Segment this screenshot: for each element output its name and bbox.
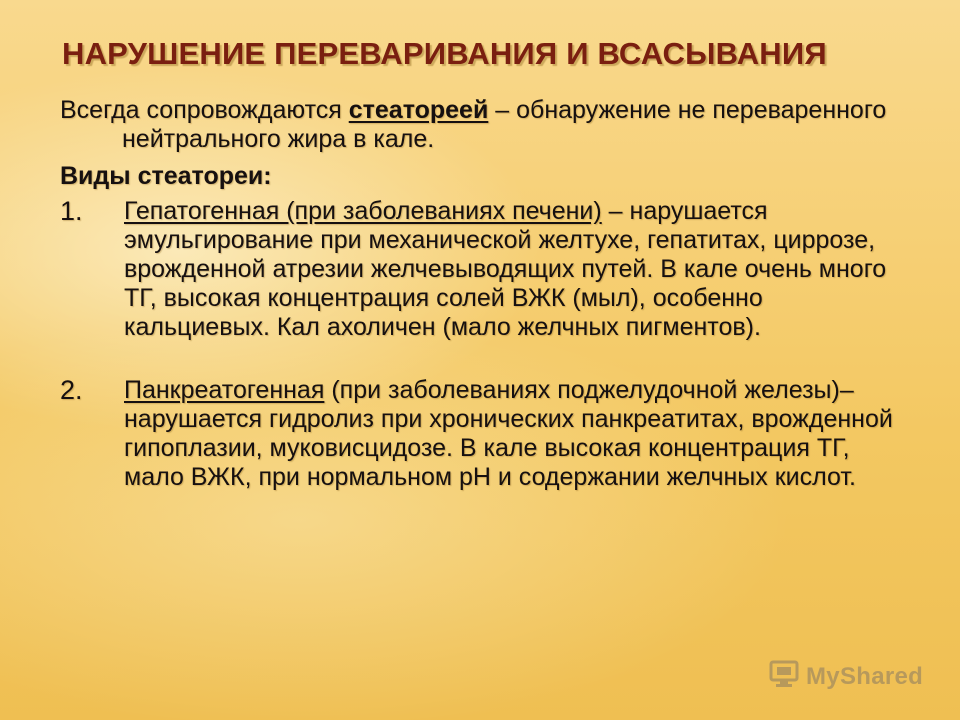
intro-term: стеатореей	[348, 96, 489, 124]
watermark-logo	[768, 658, 923, 695]
list-item	[60, 376, 900, 492]
intro-text-before: Всегда сопровождаются	[60, 96, 349, 124]
list-item-number: 1.	[60, 196, 83, 226]
list-item	[60, 197, 900, 342]
list-item-text: – нарушается эмульгирование при механической желтухе, гепатитах, циррозе, врожденной атрезии желчевыводящих путей. В кале очень много ТГ, высокая концентрация солей ВЖК (мыл), особенно кальциевых. Кал ахоличен (мало желчных пигментов).	[124, 197, 887, 341]
intro-paragraph	[60, 96, 900, 154]
intro-text-after: – обнаружение не переваренного нейтрального жира в кале.	[122, 96, 887, 153]
slide-content	[60, 96, 900, 492]
watermark-text: MyShared	[806, 662, 924, 690]
list-item-number: 2.	[60, 375, 83, 405]
slide-title: НАРУШЕНИЕ ПЕРЕВАРИВАНИЯ И ВСАСЫВАНИЯ	[62, 36, 827, 71]
list-item-term: Панкреатогенная	[124, 376, 325, 404]
list-item-text: (при заболеваниях поджелудочной железы)– нарушается гидролиз при хронических панкреатитах, врожденной гипоплазии, муковисцидозе. В кале высокая концентрация ТГ, мало ВЖК, при нормальном pH и содержании желчных кислот.	[124, 376, 893, 491]
list-item-term: Гепатогенная (при заболеваниях печени)	[124, 197, 602, 225]
kinds-heading: Виды стеатореи:	[60, 162, 272, 190]
mortarboard-icon	[768, 658, 800, 695]
